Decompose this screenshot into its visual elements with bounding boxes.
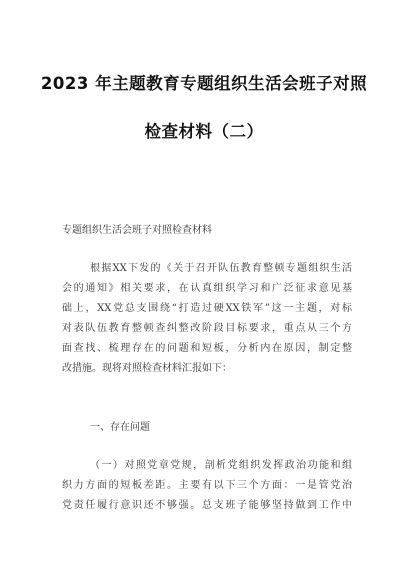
paragraph-line: 党责任履行意识还不够强。总支班子能够坚持做到工作中	[62, 500, 352, 511]
paragraph-line: 改措施。现将对照检查材料汇报如下：	[62, 363, 232, 374]
paragraph-line: 会的通知》相关要求，在认真组织学习和广泛征求意见基	[62, 283, 352, 294]
document-subtitle: 专题组织生活会班子对照检查材料	[62, 225, 212, 236]
paragraph-line: 根据XX下发的《关于召开队伍教育整顿专题组织生活	[90, 263, 352, 274]
paragraph-line: 织力方面的短板差距。主要有以下三个方面：一是管党治	[62, 480, 352, 491]
document-title-line-1: 2023 年主题教育专题组织生活会班子对照	[40, 74, 368, 93]
paragraph-line: 对表队伍教育整顿查纠整改阶段目标要求，重点从三个方	[62, 323, 352, 334]
paragraph-line: （一）对照党章党规，剖析党组织发挥政治功能和组	[90, 460, 352, 471]
document-title-line-2: 检查材料（二）	[144, 122, 264, 141]
paragraph-line: 础上，XX党总支围绕“打造过硬XX铁军”这一主题，对标	[62, 303, 352, 314]
paragraph-line: 面查找、梳理存在的问题和短板，分析内在原因，制定整	[62, 343, 352, 354]
section-heading: 一、存在问题	[90, 422, 150, 433]
